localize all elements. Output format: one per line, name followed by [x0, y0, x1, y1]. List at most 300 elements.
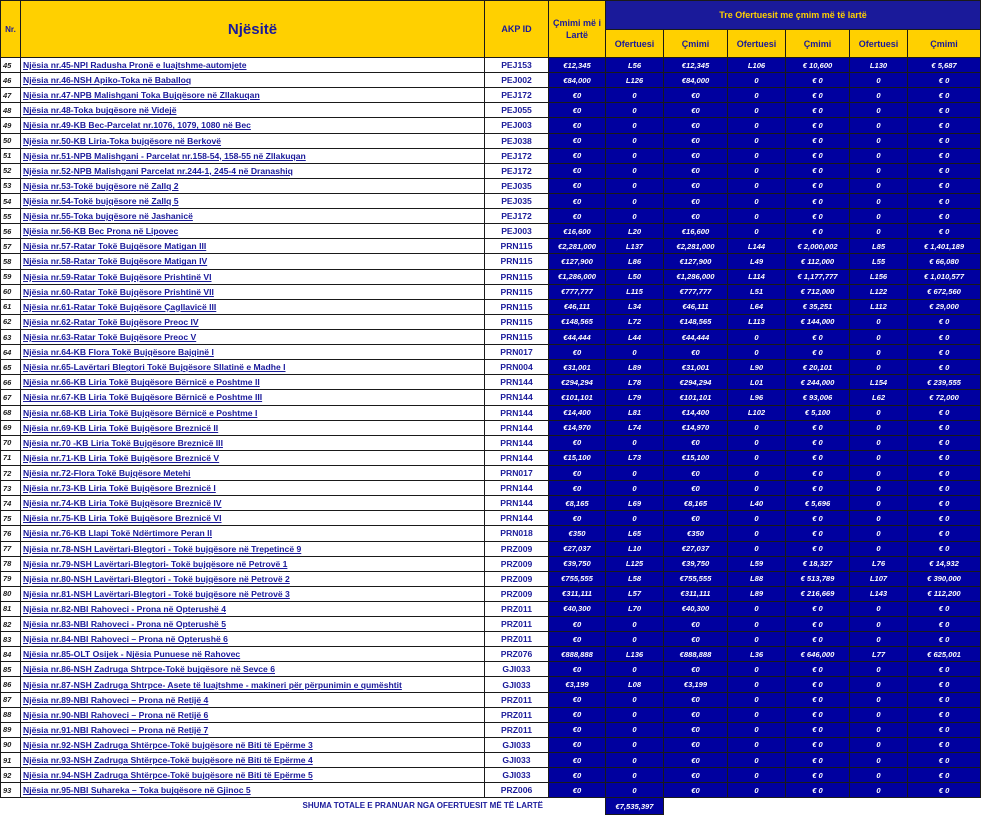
highest-price: €31,001 [549, 360, 606, 375]
unit-name-link[interactable]: Njësia nr.53-Tokë bujqësore në Zallq 2 [21, 178, 485, 193]
price-3: € 112,200 [908, 586, 981, 601]
bidder-3: 0 [850, 601, 908, 616]
price-3: € 0 [908, 722, 981, 737]
price-1: €0 [664, 783, 728, 798]
bidder-3: 0 [850, 768, 908, 783]
price-3: € 1,010,577 [908, 269, 981, 284]
table-row [1, 511, 981, 526]
bidder-2: 0 [728, 163, 786, 178]
row-number: 70 [1, 435, 21, 450]
row-number: 91 [1, 753, 21, 768]
unit-name-link[interactable]: Njësia nr.51-NPB Malishgani - Parcelat nr.158-54, 158-55 në Zllakuqan [21, 148, 485, 163]
table-row [1, 360, 981, 375]
row-number: 61 [1, 299, 21, 314]
price-1: €14,400 [664, 405, 728, 420]
akp-id: PEJ035 [485, 193, 549, 208]
table-row [1, 481, 981, 496]
row-number: 50 [1, 133, 21, 148]
bidder-3: 0 [850, 224, 908, 239]
table-row [1, 224, 981, 239]
bidder-3: L112 [850, 299, 908, 314]
price-1: €0 [664, 632, 728, 647]
unit-name-link[interactable]: Njësia nr.95-NBI Suhareka – Toka bujqësore në Gjinoc 5 [21, 783, 485, 798]
akp-id: GJI033 [485, 677, 549, 692]
header-njesite: Njësitë [21, 1, 485, 58]
highest-price: €148,565 [549, 314, 606, 329]
price-3: € 66,080 [908, 254, 981, 269]
row-number: 51 [1, 148, 21, 163]
bidder-2: L40 [728, 496, 786, 511]
bidder-1: 0 [606, 692, 664, 707]
table-row [1, 118, 981, 133]
bidder-2: 0 [728, 465, 786, 480]
bidder-1: 0 [606, 753, 664, 768]
bidder-1: 0 [606, 148, 664, 163]
akp-id: PEJ153 [485, 58, 549, 73]
unit-name-link[interactable]: Njësia nr.74-KB Liria Tokë Bujqësore Breznicë IV [21, 496, 485, 511]
bidder-1: 0 [606, 783, 664, 798]
bidder-1: L70 [606, 601, 664, 616]
unit-name-link[interactable]: Njësia nr.64-KB Flora Tokë Bujqësore Bajqinë I [21, 345, 485, 360]
akp-id: PEJ172 [485, 148, 549, 163]
bidder-1: 0 [606, 163, 664, 178]
bidder-2: L49 [728, 254, 786, 269]
price-2: € 0 [786, 450, 850, 465]
akp-id: PRN004 [485, 360, 549, 375]
table-row [1, 707, 981, 722]
highest-price: €0 [549, 768, 606, 783]
price-2: € 0 [786, 209, 850, 224]
unit-name-link[interactable]: Njësia nr.68-KB Liria Tokë Bujqësore Bërnicë e Poshtme I [21, 405, 485, 420]
akp-id: PRN144 [485, 511, 549, 526]
row-number: 85 [1, 662, 21, 677]
unit-name-link[interactable]: Njësia nr.61-Ratar Tokë Bujqësore Çagllavicë III [21, 299, 485, 314]
unit-name-link[interactable]: Njësia nr.71-KB Liria Tokë Bujqësore Breznicë V [21, 450, 485, 465]
price-1: €44,444 [664, 329, 728, 344]
highest-price: €0 [549, 511, 606, 526]
unit-name-link[interactable]: Njësia nr.78-NSH Lavërtari-Blegtori - Tokë bujqësore në Trepetincë 9 [21, 541, 485, 556]
bidder-2: 0 [728, 178, 786, 193]
price-1: €0 [664, 148, 728, 163]
unit-name-link[interactable]: Njësia nr.52-NPB Malishgani Parcelat nr.244-1, 245-4 në Dranashiq [21, 163, 485, 178]
price-3: € 0 [908, 481, 981, 496]
unit-name-link[interactable]: Njësia nr.66-KB Liria Tokë Bujqësore Bërnicë e Poshtme II [21, 375, 485, 390]
row-number: 56 [1, 224, 21, 239]
bidder-2: 0 [728, 768, 786, 783]
price-1: €0 [664, 103, 728, 118]
highest-price: €0 [549, 753, 606, 768]
unit-name-link[interactable]: Njësia nr.73-KB Liria Tokë Bujqësore Breznicë I [21, 481, 485, 496]
header-cmimi-larte: Çmimi më i Lartë [549, 1, 606, 58]
row-number: 67 [1, 390, 21, 405]
price-3: € 0 [908, 314, 981, 329]
unit-name-link[interactable]: Njësia nr.82-NBI Rahoveci - Prona në Opterushë 4 [21, 601, 485, 616]
price-2: € 0 [786, 677, 850, 692]
bidder-1: 0 [606, 632, 664, 647]
unit-name-link[interactable]: Njësia nr.70 -KB Liria Tokë Bujqësore Breznicë III [21, 435, 485, 450]
highest-price: €14,970 [549, 420, 606, 435]
akp-id: PRZ011 [485, 722, 549, 737]
price-2: € 112,000 [786, 254, 850, 269]
row-number: 46 [1, 73, 21, 88]
highest-price: €39,750 [549, 556, 606, 571]
price-3: € 0 [908, 511, 981, 526]
bidder-1: 0 [606, 707, 664, 722]
row-number: 71 [1, 450, 21, 465]
unit-name-link[interactable]: Njësia nr.85-OLT Osijek - Njësia Punuese në Rahovec [21, 647, 485, 662]
price-1: €15,100 [664, 450, 728, 465]
price-2: € 244,000 [786, 375, 850, 390]
price-3: € 0 [908, 768, 981, 783]
price-1: €294,294 [664, 375, 728, 390]
akp-id: PRN115 [485, 239, 549, 254]
bidder-2: 0 [728, 617, 786, 632]
akp-id: PRN018 [485, 526, 549, 541]
table-row [1, 103, 981, 118]
price-2: € 0 [786, 526, 850, 541]
table-row [1, 314, 981, 329]
highest-price: €0 [549, 103, 606, 118]
table-row [1, 148, 981, 163]
price-1: €888,888 [664, 647, 728, 662]
table-row [1, 450, 981, 465]
price-3: € 0 [908, 541, 981, 556]
row-number: 82 [1, 617, 21, 632]
price-2: € 0 [786, 632, 850, 647]
highest-price: €350 [549, 526, 606, 541]
price-1: €0 [664, 737, 728, 752]
unit-name-link[interactable]: Njësia nr.56-KB Bec Prona në Lipovec [21, 224, 485, 239]
price-2: € 646,000 [786, 647, 850, 662]
bidder-1: 0 [606, 737, 664, 752]
row-number: 49 [1, 118, 21, 133]
unit-name-link[interactable]: Njësia nr.47-NPB Malishgani Toka Bujqësore në Zllakuqan [21, 88, 485, 103]
unit-name-link[interactable]: Njësia nr.72-Flora Tokë Bujqësore Metehi [21, 465, 485, 480]
bidder-2: L90 [728, 360, 786, 375]
price-2: € 712,000 [786, 284, 850, 299]
bidder-2: 0 [728, 103, 786, 118]
akp-id: PEJ035 [485, 178, 549, 193]
bidder-3: 0 [850, 481, 908, 496]
bidder-3: 0 [850, 783, 908, 798]
table-row [1, 465, 981, 480]
highest-price: €0 [549, 193, 606, 208]
header-tre-ofertuesit: Tre Ofertuesit me çmim më të lartë [606, 1, 981, 30]
akp-id: PRN144 [485, 496, 549, 511]
row-number: 65 [1, 360, 21, 375]
highest-price: €14,400 [549, 405, 606, 420]
akp-id: GJI033 [485, 662, 549, 677]
bidder-1: L44 [606, 329, 664, 344]
bidder-3: 0 [850, 541, 908, 556]
table-row [1, 753, 981, 768]
unit-name-link[interactable]: Njësia nr.75-KB Liria Tokë Bujqësore Breznicë VI [21, 511, 485, 526]
bidder-1: 0 [606, 768, 664, 783]
unit-name-link[interactable]: Njësia nr.94-NSH Zadruga Shtërpce-Tokë bujqësore në Biti të Epërme 5 [21, 768, 485, 783]
table-row [1, 390, 981, 405]
table-row [1, 269, 981, 284]
unit-name-link[interactable]: Njësia nr.55-Toka bujqësore në Jashanicë [21, 209, 485, 224]
table-row [1, 299, 981, 314]
price-2: € 0 [786, 541, 850, 556]
footer-total-label: SHUMA TOTALE E PRANUAR NGA OFERTUESIT MË TË LARTË [302, 801, 543, 811]
price-2: € 0 [786, 133, 850, 148]
price-1: €0 [664, 435, 728, 450]
bidder-1: L58 [606, 571, 664, 586]
price-2: € 0 [786, 224, 850, 239]
footer-total-label-cell [302, 798, 606, 815]
bidder-2: 0 [728, 511, 786, 526]
bidder-3: 0 [850, 526, 908, 541]
table-row [1, 329, 981, 344]
bidder-3: 0 [850, 103, 908, 118]
bidder-2: 0 [728, 601, 786, 616]
unit-name-link[interactable]: Njësia nr.60-Ratar Tokë Bujqësore Prishtinë VII [21, 284, 485, 299]
unit-name-link[interactable]: Njësia nr.58-Ratar Tokë Bujqësore Matigan IV [21, 254, 485, 269]
price-1: €0 [664, 617, 728, 632]
highest-price: €0 [549, 178, 606, 193]
bidder-3: L85 [850, 239, 908, 254]
bidder-3: L107 [850, 571, 908, 586]
unit-name-link[interactable]: Njësia nr.65-Lavërtari Blegtori Tokë Bujqësore Sllatinë e Madhe I [21, 360, 485, 375]
row-number: 87 [1, 692, 21, 707]
bidder-1: 0 [606, 722, 664, 737]
highest-price: €0 [549, 632, 606, 647]
bidder-3: 0 [850, 420, 908, 435]
highest-price: €0 [549, 707, 606, 722]
bidder-1: 0 [606, 209, 664, 224]
price-1: €14,970 [664, 420, 728, 435]
bidder-3: 0 [850, 450, 908, 465]
price-1: €755,555 [664, 571, 728, 586]
akp-id: PRN144 [485, 390, 549, 405]
bidder-1: L125 [606, 556, 664, 571]
table-row [1, 405, 981, 420]
bidder-3: 0 [850, 345, 908, 360]
bidder-1: L126 [606, 73, 664, 88]
bidder-1: L57 [606, 586, 664, 601]
table-row [1, 692, 981, 707]
akp-id: PRZ009 [485, 541, 549, 556]
header-ofertuesi-1: Ofertuesi [606, 30, 664, 58]
akp-id: PRN115 [485, 314, 549, 329]
table-row [1, 632, 981, 647]
akp-id: PRN144 [485, 481, 549, 496]
bidder-3: 0 [850, 73, 908, 88]
unit-name-link[interactable]: Njësia nr.49-KB Bec-Parcelat nr.1076, 1079, 1080 në Bec [21, 118, 485, 133]
price-2: € 0 [786, 768, 850, 783]
price-2: € 0 [786, 163, 850, 178]
unit-name-link[interactable]: Njësia nr.67-KB Liria Tokë Bujqësore Bërnicë e Poshtme III [21, 390, 485, 405]
highest-price: €0 [549, 345, 606, 360]
unit-name-link[interactable]: Njësia nr.93-NSH Zadruga Shtërpce-Tokë bujqësore në Biti të Epërme 4 [21, 753, 485, 768]
price-3: € 0 [908, 148, 981, 163]
akp-id: PRZ009 [485, 586, 549, 601]
price-1: €350 [664, 526, 728, 541]
price-3: € 0 [908, 601, 981, 616]
price-2: € 144,000 [786, 314, 850, 329]
row-number: 74 [1, 496, 21, 511]
bidder-3: 0 [850, 753, 908, 768]
highest-price: €0 [549, 133, 606, 148]
bidder-1: L89 [606, 360, 664, 375]
akp-id: PEJ003 [485, 118, 549, 133]
highest-price: €46,111 [549, 299, 606, 314]
bidder-3: 0 [850, 465, 908, 480]
footer-spacer-right [664, 798, 981, 815]
price-2: € 0 [786, 722, 850, 737]
unit-name-link[interactable]: Njësia nr.76-KB Llapi Tokë Ndërtimore Peran II [21, 526, 485, 541]
bidder-3: 0 [850, 632, 908, 647]
highest-price: €12,345 [549, 58, 606, 73]
unit-name-link[interactable]: Njësia nr.90-NBI Rahoveci – Prona në Retijë 6 [21, 707, 485, 722]
price-2: € 0 [786, 753, 850, 768]
unit-name-link[interactable]: Njësia nr.83-NBI Rahoveci - Prona në Opterushë 5 [21, 617, 485, 632]
unit-name-link[interactable]: Njësia nr.69-KB Liria Tokë Bujqësore Breznicë II [21, 420, 485, 435]
akp-id: PRZ011 [485, 601, 549, 616]
bidder-2: 0 [728, 118, 786, 133]
price-3: € 0 [908, 209, 981, 224]
bidder-3: L55 [850, 254, 908, 269]
price-2: € 5,100 [786, 405, 850, 420]
highest-price: €27,037 [549, 541, 606, 556]
unit-name-link[interactable]: Njësia nr.59-Ratar Tokë Bujqësore Prishtinë VI [21, 269, 485, 284]
row-number: 53 [1, 178, 21, 193]
row-number: 64 [1, 345, 21, 360]
table-row [1, 496, 981, 511]
price-2: € 20,101 [786, 360, 850, 375]
table-row [1, 586, 981, 601]
bidder-2: 0 [728, 692, 786, 707]
row-number: 57 [1, 239, 21, 254]
bidder-3: 0 [850, 435, 908, 450]
bidder-3: L130 [850, 58, 908, 73]
unit-name-link[interactable]: Njësia nr.63-Ratar Tokë Bujqësore Preoc V [21, 329, 485, 344]
row-number: 76 [1, 526, 21, 541]
price-1: €8,165 [664, 496, 728, 511]
row-number: 68 [1, 405, 21, 420]
row-number: 88 [1, 707, 21, 722]
bidder-2: L113 [728, 314, 786, 329]
akp-id: PRZ011 [485, 707, 549, 722]
price-1: €0 [664, 692, 728, 707]
unit-name-link[interactable]: Njësia nr.54-Tokë bujqësore në Zallq 5 [21, 193, 485, 208]
price-3: € 0 [908, 496, 981, 511]
table-row [1, 58, 981, 73]
price-3: € 0 [908, 118, 981, 133]
row-number: 54 [1, 193, 21, 208]
bidder-1: 0 [606, 465, 664, 480]
table-row [1, 133, 981, 148]
bidder-2: 0 [728, 329, 786, 344]
unit-name-link[interactable]: Njësia nr.89-NBI Rahoveci – Prona në Retijë 4 [21, 692, 485, 707]
unit-name-link[interactable]: Njësia nr.57-Ratar Tokë Bujqësore Matigan III [21, 239, 485, 254]
unit-name-link[interactable]: Njësia nr.86-NSH Zadruga Shtrpce-Tokë bujqësore në Sevce 6 [21, 662, 485, 677]
highest-price: €0 [549, 118, 606, 133]
row-number: 72 [1, 465, 21, 480]
row-number: 80 [1, 586, 21, 601]
unit-name-link[interactable]: Njësia nr.48-Toka bujqësore në Videjë [21, 103, 485, 118]
highest-price: €8,165 [549, 496, 606, 511]
unit-name-link[interactable]: Njësia nr.62-Ratar Tokë Bujqësore Preoc IV [21, 314, 485, 329]
row-number: 60 [1, 284, 21, 299]
bidder-3: 0 [850, 329, 908, 344]
unit-name-link[interactable]: Njësia nr.92-NSH Zadruga Shtërpce-Tokë bujqësore në Biti të Epërme 3 [21, 737, 485, 752]
akp-id: PRN115 [485, 254, 549, 269]
price-2: € 18,327 [786, 556, 850, 571]
price-1: €0 [664, 209, 728, 224]
unit-name-link[interactable]: Njësia nr.84-NBI Rahoveci – Prona në Opterushë 6 [21, 632, 485, 647]
bidder-2: L01 [728, 375, 786, 390]
bidder-3: 0 [850, 707, 908, 722]
bidder-1: 0 [606, 178, 664, 193]
price-1: €3,199 [664, 677, 728, 692]
table-row [1, 617, 981, 632]
table-row [1, 73, 981, 88]
bidder-2: 0 [728, 677, 786, 692]
header-ofertuesi-2: Ofertuesi [728, 30, 786, 58]
unit-name-link[interactable]: Njësia nr.87-NSH Zadruga Shtrpce- Asete të luajtshme - makineri për përpunimin e qumështit [21, 677, 485, 692]
bidder-3: 0 [850, 178, 908, 193]
highest-price: €44,444 [549, 329, 606, 344]
akp-id: PRN144 [485, 405, 549, 420]
unit-name-link[interactable]: Njësia nr.80-NSH Lavërtari-Blegtori - Tokë bujqësore në Petrovë 2 [21, 571, 485, 586]
row-number: 66 [1, 375, 21, 390]
bidder-3: 0 [850, 148, 908, 163]
price-1: €16,600 [664, 224, 728, 239]
bidder-2: L36 [728, 647, 786, 662]
price-2: € 0 [786, 103, 850, 118]
price-1: €0 [664, 662, 728, 677]
bidder-1: L86 [606, 254, 664, 269]
bidder-2: 0 [728, 420, 786, 435]
unit-name-link[interactable]: Njësia nr.81-NSH Lavërtari-Blegtori - Tokë bujqësore në Petrovë 3 [21, 586, 485, 601]
highest-price: €16,600 [549, 224, 606, 239]
price-1: €0 [664, 345, 728, 360]
price-1: €27,037 [664, 541, 728, 556]
highest-price: €101,101 [549, 390, 606, 405]
price-1: €0 [664, 133, 728, 148]
header-akp-id: AKP ID [485, 1, 549, 58]
highest-price: €0 [549, 783, 606, 798]
price-2: € 0 [786, 511, 850, 526]
bidder-2: 0 [728, 224, 786, 239]
table-row [1, 647, 981, 662]
highest-price: €0 [549, 692, 606, 707]
akp-id: PEJ038 [485, 133, 549, 148]
unit-name-link[interactable]: Njësia nr.50-KB Liria-Toka bujqësore në Berkovë [21, 133, 485, 148]
akp-id: PRN115 [485, 269, 549, 284]
table-row [1, 435, 981, 450]
akp-id: PEJ002 [485, 73, 549, 88]
bidder-2: 0 [728, 541, 786, 556]
row-number: 47 [1, 88, 21, 103]
price-2: € 0 [786, 481, 850, 496]
bidder-2: 0 [728, 133, 786, 148]
bidder-1: 0 [606, 345, 664, 360]
unit-name-link[interactable]: Njësia nr.79-NSH Lavërtari-Blegtori- Tokë bujqësore në Petrovë 1 [21, 556, 485, 571]
bidder-3: 0 [850, 163, 908, 178]
highest-price: €0 [549, 722, 606, 737]
bidder-3: 0 [850, 496, 908, 511]
highest-price: €40,300 [549, 601, 606, 616]
bidder-2: 0 [728, 209, 786, 224]
unit-name-link[interactable]: Njësia nr.46-NSH Apiko-Toka në Baballoq [21, 73, 485, 88]
unit-name-link[interactable]: Njësia nr.45-NPI Radusha Pronë e luajtshme-automjete [21, 58, 485, 73]
row-number: 83 [1, 632, 21, 647]
unit-name-link[interactable]: Njësia nr.91-NBI Rahoveci – Prona në Retijë 7 [21, 722, 485, 737]
price-3: € 0 [908, 345, 981, 360]
